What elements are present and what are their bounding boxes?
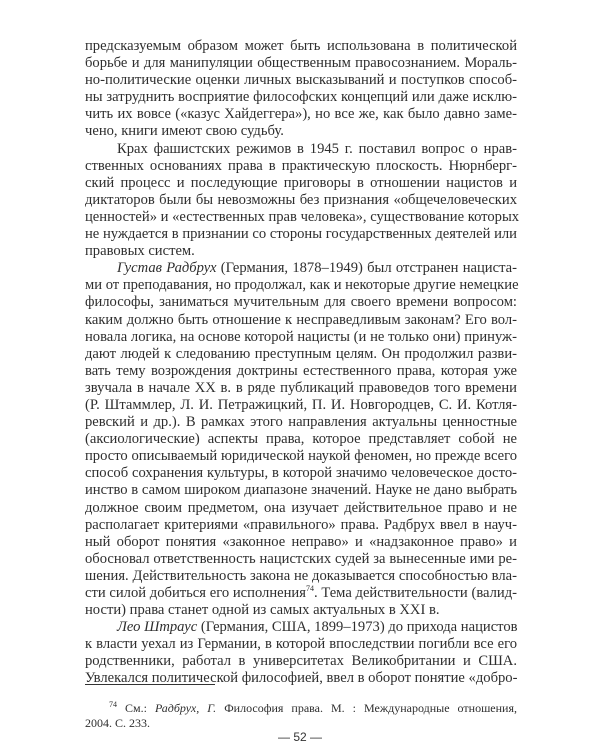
text-line xyxy=(85,448,517,465)
text-line xyxy=(85,534,517,551)
text-line xyxy=(85,277,517,294)
text-line xyxy=(85,431,517,448)
text-run: ны затруднить восприятие философских концепций или даже исклю- xyxy=(85,89,517,106)
text-run: чить их вовсе («казус Хайдеггера»), но все же, как было давно заме- xyxy=(85,106,517,123)
text-line xyxy=(85,38,517,55)
text-run: (Р. Штаммлер, Л. И. Петражицкий, П. И. Новгородцев, С. И. Котля- xyxy=(85,396,517,413)
text-run: См.: xyxy=(117,701,155,715)
text-line xyxy=(85,500,517,517)
text-run: родственники, работал в университетах Великобритании и США. xyxy=(85,653,517,670)
text-run: предсказуемым образом может быть использована в политической xyxy=(85,38,517,54)
text-line xyxy=(85,517,517,534)
page-number: — 52 — xyxy=(277,730,322,744)
text-run: способ сохранения культуры, в которой значимо человеческое досто- xyxy=(85,465,517,482)
text-run: но-политические оценки личных высказываний и поступков способ- xyxy=(85,72,517,89)
text-line xyxy=(85,701,517,716)
text-run: просто описываемый юридической наукой феномен, но прежде всего xyxy=(85,448,517,465)
text-run: правовых систем. xyxy=(85,243,195,260)
text-run: 2004. С. 233. xyxy=(85,716,151,730)
text-run: ский процесс и последующие приговоры в отношении нацистов и xyxy=(85,174,517,191)
text-line xyxy=(85,585,517,602)
text-line xyxy=(85,380,517,397)
text-run: . Тема действительности (валид- xyxy=(313,585,518,601)
text-line xyxy=(85,260,517,277)
text-line xyxy=(85,716,517,731)
text-run: не нуждается в признании со стороны государственных деятелей или xyxy=(85,226,517,243)
text-line xyxy=(85,312,517,329)
text-run: Увлекался политической философией, ввел в оборот понятие «добро- xyxy=(85,670,518,687)
text-line xyxy=(85,465,517,482)
text-run: чено, книги имеют свою судьбу. xyxy=(85,123,284,140)
text-line xyxy=(85,192,517,209)
text-run: ный оборот понятия «законное неправо» и «надзаконное право» и xyxy=(85,533,517,550)
text-line xyxy=(85,653,517,670)
italic-name: Лео Штраус xyxy=(117,619,198,636)
text-line xyxy=(85,346,517,363)
text-run: каким должно быть отношение к несправедливым законам? Его вол- xyxy=(85,311,517,328)
text-run: сти силой добиться его исполнения xyxy=(85,585,306,601)
text-run: должное своим предметом, она изучает действительное право и не xyxy=(85,499,517,516)
text-run: Философия права. М. : Международные отношения, xyxy=(216,701,517,715)
text-line xyxy=(85,397,517,414)
text-run: (аксиологические) аспекты права, которое представляет собой не xyxy=(85,431,517,448)
text-line xyxy=(85,55,517,72)
text-line xyxy=(85,243,517,260)
text-run: обосновал ответственность нацистских судей за вынесенные ими ре- xyxy=(85,550,517,567)
text-line xyxy=(85,414,517,431)
text-line xyxy=(85,568,517,585)
text-run: располагает критериями «правильного» права. Радбрух ввел в науч- xyxy=(85,516,517,533)
footnote-divider xyxy=(85,684,215,685)
footnote-ref: 74 xyxy=(305,584,314,594)
text-line xyxy=(85,602,517,619)
text-run: шения. Действительность закона не доказывается способностью вла- xyxy=(85,567,517,584)
text-run: ми от преподавания, но продолжал, как и некоторые другие немецкие xyxy=(85,277,519,294)
text-run: (Германия, США, 1899–1973) до прихода нацистов xyxy=(197,619,518,636)
text-run: звучала в начале XX в. в ряде публикаций правоведов того времени xyxy=(85,379,517,396)
text-line xyxy=(85,482,517,499)
text-line xyxy=(85,123,517,140)
text-line xyxy=(85,619,517,636)
text-line xyxy=(85,208,520,226)
text-run: философы, заниматься мучительным для своего времени вопросом: xyxy=(85,294,517,311)
text-run: новала логика, на основе которой нацисты (и не только они) принуж- xyxy=(85,328,517,345)
text-run: борьбе и для манипуляции общественным правосознанием. Мораль- xyxy=(85,55,517,72)
text-line xyxy=(85,551,517,568)
text-line xyxy=(85,89,517,106)
italic-name: Радбрух, Г. xyxy=(154,701,217,715)
text-run: ственных основаниях права в практическую плоскость. Нюрнберг- xyxy=(85,157,517,174)
text-line xyxy=(85,294,517,311)
text-run: ценностей» и «естественных прав человека», существование которых xyxy=(85,208,520,225)
text-run: ности) права станет одной из самых актуальных в XXI в. xyxy=(85,602,440,619)
footnote-ref: 74 xyxy=(109,700,117,709)
text-run: диктаторов были бы невозможны без признания «общечеловеческих xyxy=(85,191,517,208)
text-line xyxy=(85,226,517,243)
text-run: дают людей к следованию преступным целям. Он продолжил разви- xyxy=(85,345,517,362)
text-line xyxy=(85,363,517,380)
text-line xyxy=(85,72,517,89)
text-line xyxy=(85,329,517,346)
italic-name: Густав Радбрух xyxy=(117,260,217,277)
text-line xyxy=(85,636,517,653)
text-run: инство в самом широком диапазоне значений. Науке не дано выбрать xyxy=(85,482,517,499)
text-line xyxy=(85,175,517,192)
text-line xyxy=(85,106,517,123)
text-line xyxy=(85,141,517,158)
text-run: к власти уехал из Германии, в которой впоследствии погибли все его xyxy=(85,636,517,653)
text-run: Крах фашистских режимов в 1945 г. поставил вопрос о нрав- xyxy=(117,140,517,157)
text-run: вать тему возрождения доктрины естественного права, которая уже xyxy=(85,362,517,379)
text-run: (Германия, 1878–1949) был отстранен нациста- xyxy=(216,260,517,277)
text-line xyxy=(85,158,517,175)
text-run: ревский и др.). В рамках этого направления актуальны ценностные xyxy=(85,414,517,431)
main-text xyxy=(85,38,520,688)
footnote xyxy=(85,701,517,731)
